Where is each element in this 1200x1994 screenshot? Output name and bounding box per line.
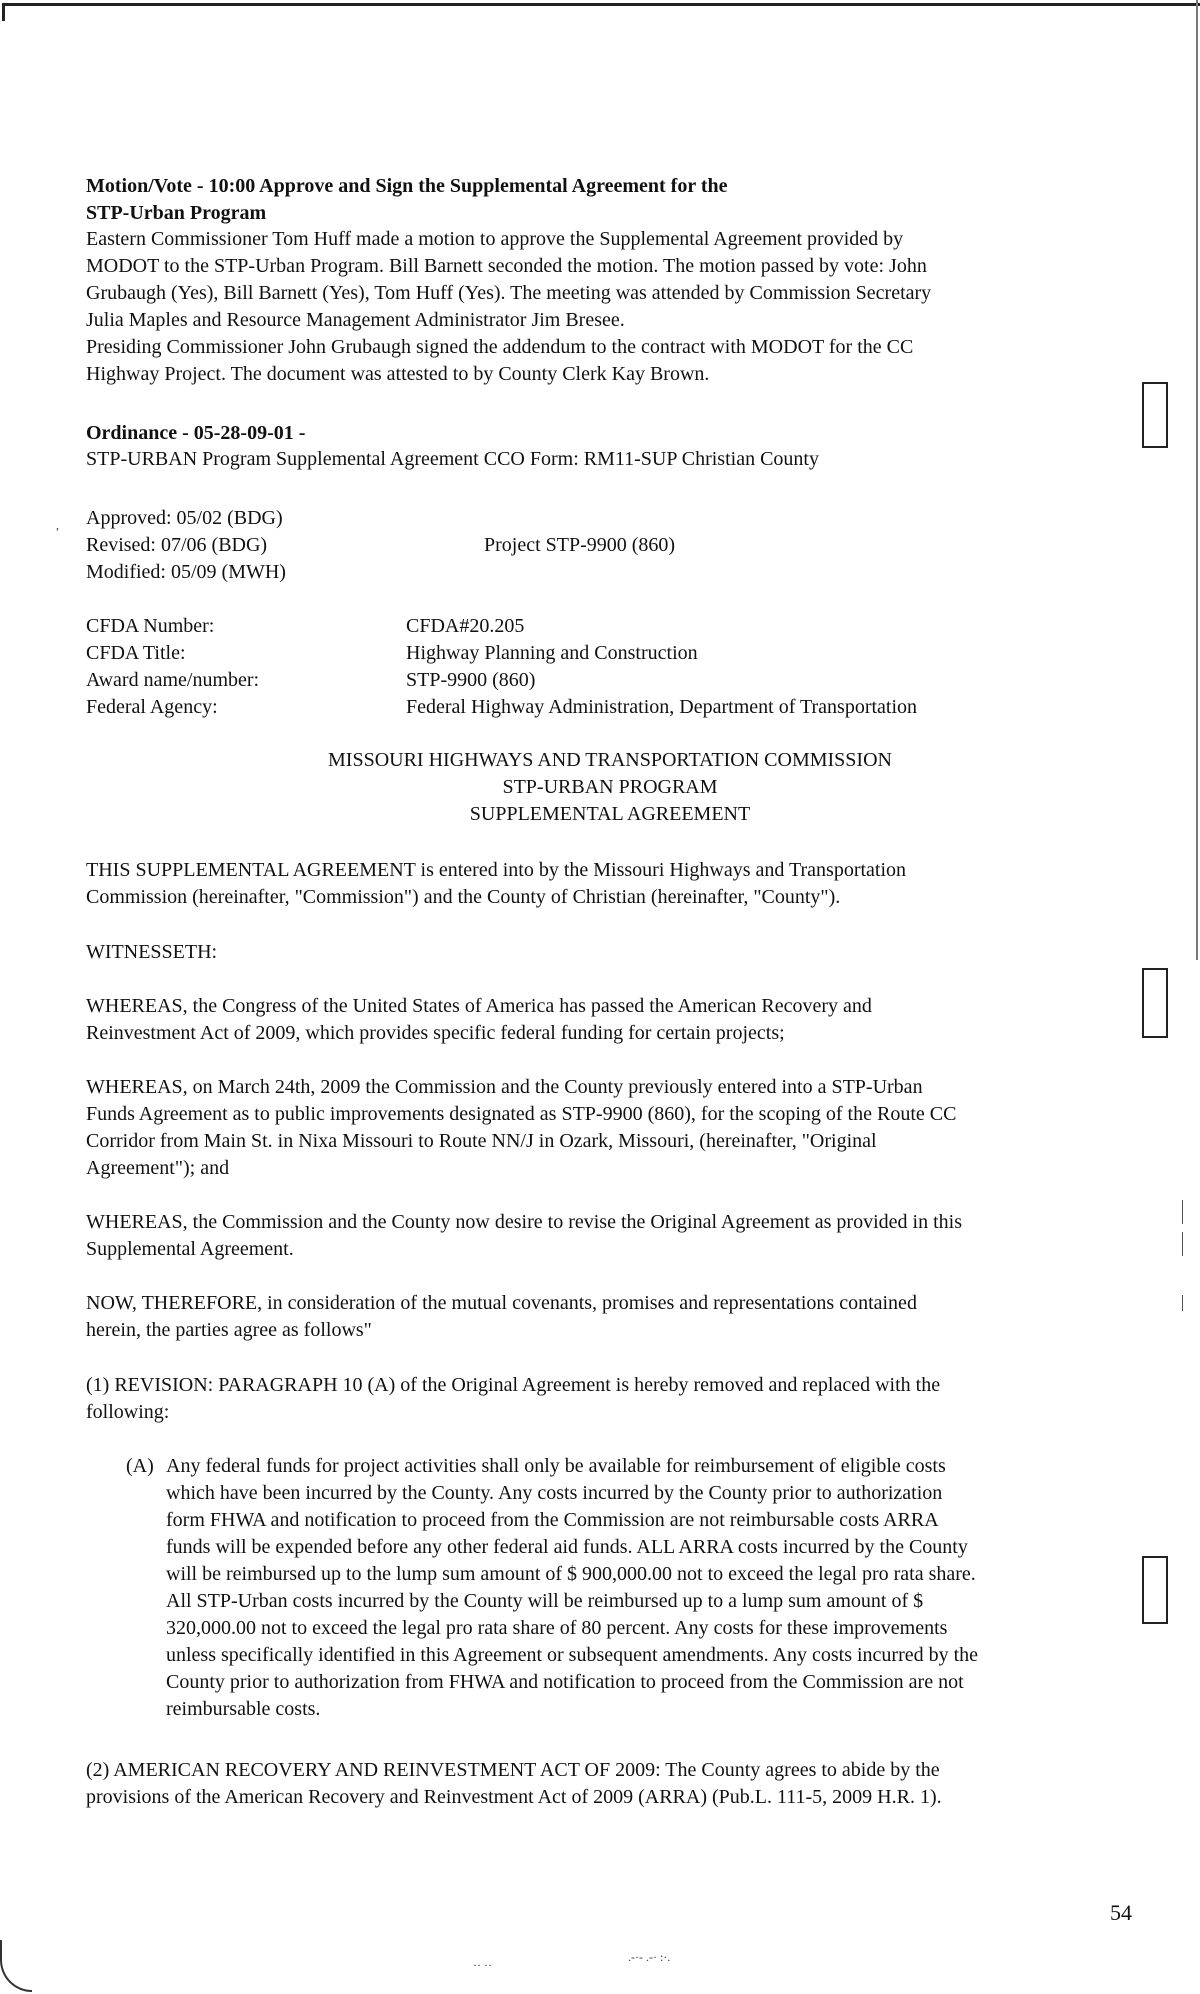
project-number: Project STP-9900 (860)	[484, 534, 676, 556]
revision-line: (1) REVISION: PARAGRAPH 10 (A) of the Original Agreement is hereby removed and replaced with the	[86, 1374, 941, 1396]
cfda-label: CFDA Title:	[86, 642, 186, 664]
whereas-line: Funds Agreement as to public improvements designated as STP-9900 (860), for the scoping of the Route CC	[86, 1103, 957, 1125]
clause-a-line: reimbursable costs.	[166, 1698, 321, 1720]
motion-heading-line1: Motion/Vote - 10:00 Approve and Sign the Supplemental Agreement for the	[86, 175, 728, 197]
margin-change-box	[1142, 1556, 1168, 1624]
margin-mark	[1182, 1200, 1183, 1224]
now-therefore-line: herein, the parties agree as follows"	[86, 1319, 372, 1341]
scan-edge-right	[1196, 0, 1198, 960]
whereas-line: Corridor from Main St. in Nixa Missouri to Route NN/J in Ozark, Missouri, (hereinafter, "Original	[86, 1130, 877, 1152]
arra-line: provisions of the American Recovery and Reinvestment Act of 2009 (ARRA) (Pub.L. 111-5, 2009 H.R. 1).	[86, 1786, 942, 1808]
motion-line: Eastern Commissioner Tom Huff made a motion to approve the Supplemental Agreement provided by	[86, 228, 904, 250]
motion-line: Grubaugh (Yes), Bill Barnett (Yes), Tom Huff (Yes). The meeting was attended by Commission Secretary	[86, 282, 932, 304]
scan-speck: ·· ··	[473, 1958, 492, 1972]
clause-a-marker: (A)	[126, 1455, 154, 1477]
scan-speck: .-·- .-· :·.	[628, 1950, 671, 1964]
witnesseth-heading: WITNESSETH:	[86, 941, 218, 963]
cfda-label: Federal Agency:	[86, 696, 218, 718]
cfda-label: Award name/number:	[86, 669, 260, 691]
margin-mark	[1182, 1232, 1183, 1256]
motion-line: Julia Maples and Resource Management Administrator Jim Bresee.	[86, 309, 625, 331]
motion-line: Highway Project. The document was attested to by County Clerk Kay Brown.	[86, 363, 710, 385]
intro-line: Commission (hereinafter, "Commission") and the County of Christian (hereinafter, "County").	[86, 886, 841, 908]
whereas-line: Agreement"); and	[86, 1157, 230, 1179]
whereas-line: WHEREAS, the Congress of the United States of America has passed the American Recovery and	[86, 995, 872, 1017]
clause-a-line: funds will be expended before any other federal aid funds. ALL ARRA costs incurred by the County	[166, 1536, 968, 1558]
cfda-value: CFDA#20.205	[406, 615, 525, 637]
agreement-title-line2: STP-URBAN PROGRAM	[502, 776, 718, 798]
scan-edge-bottom-left	[0, 1940, 32, 1992]
cfda-label: CFDA Number:	[86, 615, 215, 637]
scan-speck: ,	[56, 518, 59, 532]
whereas-line: Reinvestment Act of 2009, which provides specific federal funding for certain projects;	[86, 1022, 785, 1044]
clause-a-line: unless specifically identified in this Agreement or subsequent amendments. Any costs incurred by the	[166, 1644, 979, 1666]
cfda-value: Highway Planning and Construction	[406, 642, 698, 664]
cfda-value: Federal Highway Administration, Department of Transportation	[406, 696, 918, 718]
cfda-value: STP-9900 (860)	[406, 669, 536, 691]
clause-a-line: form FHWA and notification to proceed from the Commission are not reimbursable costs ARRA	[166, 1509, 939, 1531]
clause-a-line: which have been incurred by the County. Any costs incurred by the County prior to authorization	[166, 1482, 943, 1504]
form-modified: Modified: 05/09 (MWH)	[86, 561, 286, 583]
scan-edge-top	[4, 3, 1200, 6]
now-therefore-line: NOW, THEREFORE, in consideration of the mutual covenants, promises and representations contained	[86, 1292, 917, 1314]
intro-line: THIS SUPPLEMENTAL AGREEMENT is entered into by the Missouri Highways and Transportation	[86, 859, 907, 881]
whereas-line: WHEREAS, on March 24th, 2009 the Commission and the County previously entered into a STP-Urban	[86, 1076, 923, 1098]
form-revised: Revised: 07/06 (BDG)	[86, 534, 268, 556]
revision-line: following:	[86, 1401, 170, 1423]
agreement-title-line1: MISSOURI HIGHWAYS AND TRANSPORTATION COMMISSION	[328, 749, 892, 771]
scan-edge-corner	[2, 3, 19, 21]
agreement-title-line3: SUPPLEMENTAL AGREEMENT	[469, 803, 751, 825]
arra-line: (2) AMERICAN RECOVERY AND REINVESTMENT ACT OF 2009: The County agrees to abide by the	[86, 1759, 940, 1781]
clause-a-line: All STP-Urban costs incurred by the County will be reimbursed up to a lump sum amount of $	[166, 1590, 924, 1612]
ordinance-subtitle: STP-URBAN Program Supplemental Agreement CCO Form: RM11-SUP Christian County	[86, 448, 819, 470]
margin-mark	[1182, 1295, 1183, 1311]
clause-a-line: will be reimbursed up to the lump sum amount of $ 900,000.00 not to exceed the legal pro rata share.	[166, 1563, 976, 1585]
clause-a-line: Any federal funds for project activities shall only be available for reimbursement of eligible costs	[166, 1455, 946, 1477]
motion-line: Presiding Commissioner John Grubaugh signed the addendum to the contract with MODOT for the CC	[86, 336, 914, 358]
margin-change-box	[1142, 382, 1168, 448]
motion-heading-line2: STP-Urban Program	[86, 202, 267, 224]
clause-a-line: 320,000.00 not to exceed the legal pro rata share of 80 percent. Any costs for these improvements	[166, 1617, 948, 1639]
whereas-line: Supplemental Agreement.	[86, 1238, 294, 1260]
ordinance-heading: Ordinance - 05-28-09-01 -	[86, 422, 306, 444]
page-number: 54	[1110, 1900, 1132, 1925]
margin-change-box	[1142, 968, 1168, 1038]
form-approved: Approved: 05/02 (BDG)	[86, 507, 283, 529]
whereas-line: WHEREAS, the Commission and the County now desire to revise the Original Agreement as provided in this	[86, 1211, 962, 1233]
clause-a-line: County prior to authorization from FHWA and notification to proceed from the Commission are not	[166, 1671, 964, 1693]
motion-line: MODOT to the STP-Urban Program. Bill Barnett seconded the motion. The motion passed by vote: John	[86, 255, 927, 277]
